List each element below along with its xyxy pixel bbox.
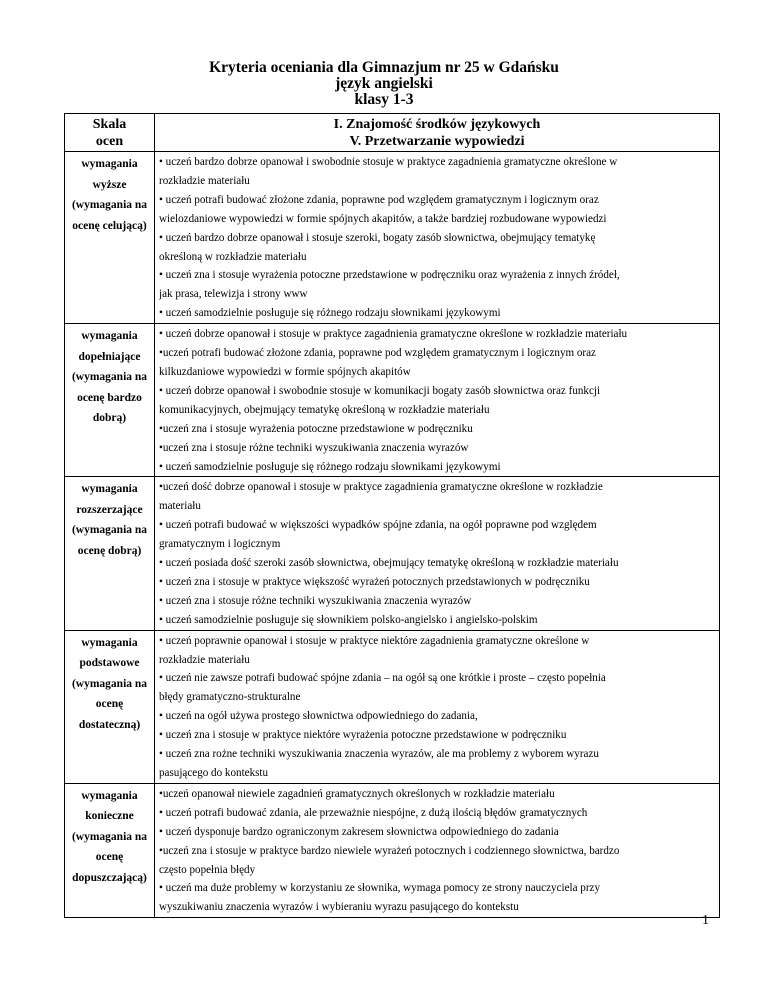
header-row: [65, 114, 720, 152]
criteria-line: •uczeń zna i stosuje wyrażenia potoczne przedstawione w podręczniku: [159, 422, 473, 435]
grade-level-line: ocenę: [95, 851, 124, 864]
grade-level-cell: [65, 783, 155, 917]
criteria-line: • uczeń samodzielnie posługuje się różnego rodzaju słownikami językowymi: [159, 307, 501, 320]
criteria-line: komunikacyjnych, obejmujący tematykę określoną w rozkładzie materiału: [159, 403, 490, 416]
criteria-description-cell: [155, 630, 720, 783]
criteria-row: [65, 324, 720, 477]
criteria-line: •uczeń potrafi budować złożone zdania, poprawne pod względem gramatycznym i logicznym oraz: [159, 347, 596, 360]
title-line-2: język angielski: [335, 75, 433, 92]
criteria-line: • uczeń potrafi budować złożone zdania, poprawne pod względem gramatycznym i logicznym oraz: [159, 193, 599, 206]
criteria-line: błędy gramatyczno-strukturalne: [159, 691, 301, 704]
criteria-description-cell: [155, 477, 720, 630]
criteria-line: •uczeń zna i stosuje różne techniki wyszukiwania znaczenia wyrazów: [159, 441, 469, 454]
criteria-line: • uczeń zna rożne techniki wyszukiwania znaczenia wyrazów, ale ma problemy z wyborem wyrazu: [159, 748, 599, 761]
criteria-line: • uczeń potrafi budować zdania, ale przeważnie niespójne, z dużą ilością błędów gramatycznych: [159, 806, 588, 819]
grade-level-cell: [65, 324, 155, 477]
criteria-table: [64, 113, 720, 918]
criteria-row: [65, 477, 720, 630]
grade-level-line: ocenę celującą): [72, 219, 147, 232]
criteria-line: • uczeń na ogół używa prostego słownictwa odpowiedniego do zadania,: [159, 710, 478, 723]
grade-level-line: (wymagania na: [71, 524, 148, 537]
criteria-line: rozkładzie materiału: [159, 653, 250, 666]
grade-level-line: (wymagania na: [71, 830, 148, 843]
criteria-line: • uczeń potrafi budować w większości wypadków spójne zdania, na ogół poprawne pod względem: [159, 519, 597, 532]
document-title: [0, 60, 768, 108]
criteria-line: określoną w rozkładzie materiału: [159, 250, 307, 263]
grade-level-line: dopełniające: [78, 350, 141, 363]
criteria-line: gramatycznym i logicznym: [159, 538, 281, 551]
criteria-row: [65, 152, 720, 324]
criteria-line: • uczeń zna i stosuje różne techniki wyszukiwania znaczenia wyrazów: [159, 594, 472, 607]
criteria-line: • uczeń dobrze opanował i swobodnie stosuje w komunikacji bogaty zasób słownictwa oraz funkcji: [159, 384, 601, 397]
criteria-description-cell: [155, 324, 720, 477]
criteria-description-cell: [155, 152, 720, 324]
criteria-description-cell: [155, 783, 720, 917]
section-header: I. Znajomość środków językowych V. Przetwarzanie wypowiedzi: [155, 114, 720, 152]
criteria-line: • uczeń ma duże problemy w korzystaniu ze słownika, wymaga pomocy ze strony nauczyciela przy: [159, 882, 601, 895]
title-line-1: Kryteria oceniania dla Gimnazjum nr 25 w Gdańsku: [209, 59, 559, 76]
criteria-line: • uczeń bardzo dobrze opanował i swobodnie stosuje w praktyce zagadnienia gramatyczne określone w: [159, 156, 618, 168]
criteria-line: wielozdaniowe wypowiedzi w formie spójnych akapitów, a także bardziej rozbudowane wypowiedzi: [159, 212, 607, 225]
criteria-row: [65, 630, 720, 783]
criteria-line: • uczeń samodzielnie posługuje się słownikiem polsko-angielsko i angielsko-polskim: [159, 613, 538, 626]
grade-level-line: podstawowe: [79, 657, 140, 670]
grade-level-cell: [65, 630, 155, 783]
criteria-line: • uczeń dysponuje bardzo ograniczonym zakresem słownictwa odpowiedniego do zadania: [159, 825, 559, 838]
page-number: 1: [702, 913, 709, 928]
criteria-line: •uczeń zna i stosuje w praktyce bardzo niewiele wyrażeń potocznych i codziennego słownictwa, bardzo: [159, 844, 620, 857]
criteria-line: •uczeń opanował niewiele zagadnień gramatycznych określonych w rozkładzie materiału: [159, 787, 555, 800]
grade-level-line: rozszerzające: [76, 503, 143, 516]
grade-level-line: (wymagania na: [71, 677, 148, 690]
criteria-line: wyszukiwaniu znaczenia wyrazów i wybieraniu wyrazu pasującego do kontekstu: [159, 901, 519, 914]
grade-level-line: ocenę: [95, 698, 124, 711]
criteria-line: pasującego do kontekstu: [159, 767, 269, 779]
grade-level-line: dostateczną): [78, 718, 141, 731]
grade-level-line: dobrą): [92, 412, 127, 425]
grade-level-line: wymagania: [81, 330, 138, 343]
criteria-line: kilkuzdaniowe wypowiedzi w formie spójnych akapitów: [159, 365, 411, 378]
criteria-line: • uczeń samodzielnie posługuje się różnego rodzaju słownikami językowymi: [159, 460, 501, 473]
criteria-line: • uczeń poprawnie opanował i stosuje w praktyce niektóre zagadnienia gramatyczne określone w: [159, 634, 590, 647]
criteria-line: • uczeń zna i stosuje w praktyce większość wyrażeń potocznych przedstawionych w podręczniku: [159, 575, 590, 588]
criteria-line: rozkładzie materiału: [159, 174, 250, 187]
title-line-3: klasy 1-3: [354, 91, 414, 108]
grade-level-line: dopuszczającą): [72, 871, 147, 884]
criteria-line: • uczeń zna i stosuje w praktyce niektóre wyrażenia potoczne przedstawione w podręczniku: [159, 729, 567, 742]
grade-level-line: (wymagania na: [71, 199, 148, 211]
criteria-line: • uczeń dobrze opanował i stosuje w praktyce zagadnienia gramatyczne określone w rozkładzie materiału: [159, 328, 628, 341]
grade-level-line: wymagania: [81, 636, 138, 649]
criteria-line: • uczeń nie zawsze potrafi budować spójne zdania – na ogół są one krótkie i proste – często popełnia: [159, 672, 606, 685]
criteria-line: materiału: [159, 500, 201, 513]
criteria-line: • uczeń posiada dość szeroki zasób słownictwa, obejmujący tematykę określoną w rozkładzie materiału: [159, 557, 619, 570]
criteria-line: • uczeń zna i stosuje wyrażenia potoczne przedstawione w podręczniku oraz wyrażenia z innych źródeł,: [159, 269, 620, 282]
grade-level-cell: [65, 152, 155, 324]
grade-level-cell: [65, 477, 155, 630]
grade-level-line: konieczne: [85, 810, 134, 823]
criteria-line: jak prasa, telewizja i strony www: [159, 288, 308, 301]
criteria-line: często popełnia błędy: [159, 863, 256, 876]
grade-level-line: (wymagania na: [71, 371, 148, 384]
grade-level-line: ocenę bardzo: [77, 391, 142, 404]
criteria-line: •uczeń dość dobrze opanował i stosuje w praktyce zagadnienia gramatyczne określone w rozkładzie: [159, 481, 603, 494]
grade-level-line: wyższe: [92, 178, 127, 191]
scale-header: Skala ocen: [65, 114, 155, 152]
criteria-row: [65, 783, 720, 917]
grade-level-line: ocenę dobrą): [77, 544, 142, 557]
grade-level-line: wymagania: [81, 483, 138, 496]
grade-level-line: wymagania: [81, 158, 138, 170]
grade-level-line: wymagania: [81, 789, 138, 802]
criteria-line: • uczeń bardzo dobrze opanował i stosuje szeroki, bogaty zasób słownictwa, obejmujący tematykę: [159, 231, 596, 244]
